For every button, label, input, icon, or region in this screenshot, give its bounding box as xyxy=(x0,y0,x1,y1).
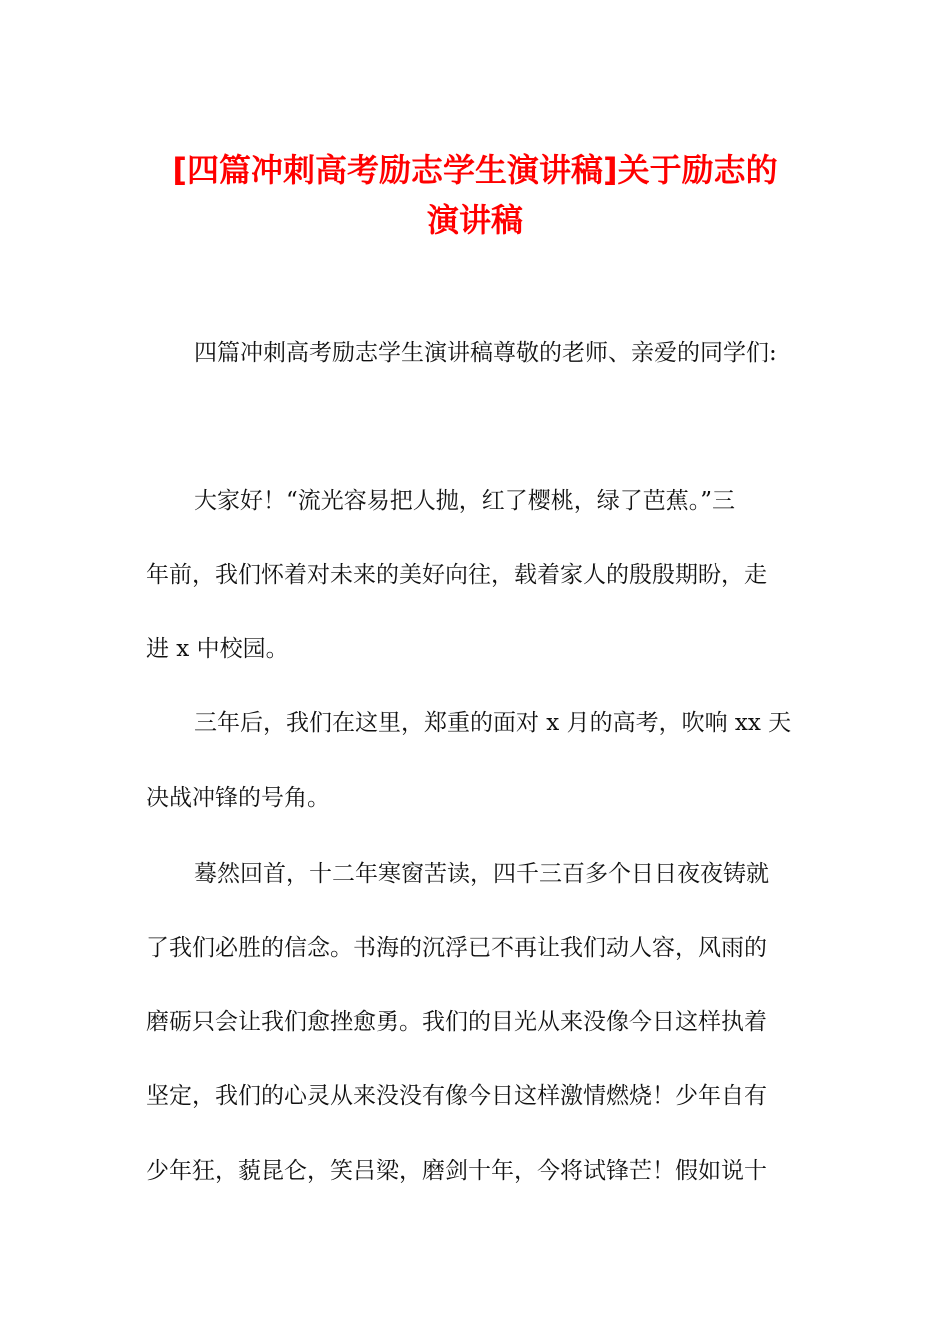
document-title-line-2: 演讲稿 xyxy=(426,201,523,239)
paragraph-line: 蓦然回首，十二年寒窗苦读，四千三百多个日日夜夜铸就 xyxy=(194,861,769,887)
paragraph-line: 四篇冲刺高考励志学生演讲稿尊敬的老师、亲爱的同学们: xyxy=(194,340,777,366)
paragraph-line: 三年后，我们在这里，郑重的面对 x 月的高考，吹响 xx 天 xyxy=(194,710,792,736)
document-title-line-1: [四篇冲刺高考励志学生演讲稿]关于励志的 xyxy=(172,151,778,189)
paragraph-line: 坚定，我们的心灵从来没没有像今日这样激情燃烧！少年自有 xyxy=(146,1083,767,1109)
paragraph-line: 进 x 中校园。 xyxy=(146,636,289,662)
paragraph-line: 了我们必胜的信念。书海的沉浮已不再让我们动人容，风雨的 xyxy=(146,935,767,961)
paragraph-line: 年前，我们怀着对未来的美好向往，载着家人的殷殷期盼，走 xyxy=(146,562,767,588)
paragraph-line: 决战冲锋的号角。 xyxy=(146,785,330,811)
paragraph-line: 磨砺只会让我们愈挫愈勇。我们的目光从来没像今日这样执着 xyxy=(146,1009,767,1035)
paragraph-line: 大家好！“流光容易把人抛，红了樱桃，绿了芭蕉。”三 xyxy=(194,488,736,514)
paragraph-line: 少年狂，藐昆仑，笑吕梁，磨剑十年，今将试锋芒！假如说十 xyxy=(146,1158,767,1184)
